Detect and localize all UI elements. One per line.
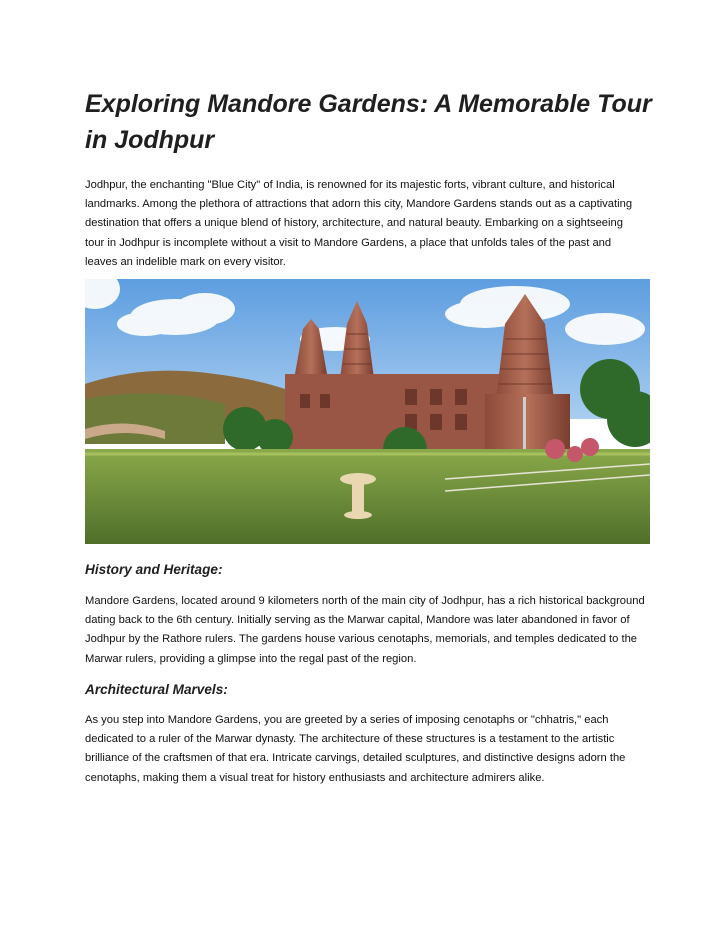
article-title: Exploring Mandore Gardens: A Memorable Tour in Jodhpur: [85, 90, 652, 154]
architecture-paragraph: As you step into Mandore Gardens, you are greeted by a series of imposing cenotaphs or "chhatris," each dedicated to a ruler of the Marwar dynasty. The architecture of these structures is a testament to the artistic brilliance of the craftsmen of that era. Intricate carvings, detailed sculptures, and distinctive designs adorn the cenotaphs, making them a visual treat for history enthusiasts and architecture admirers alike.: [85, 714, 626, 784]
section-heading-history: History and Heritage:: [85, 562, 223, 577]
section-heading-architecture: Architectural Marvels:: [85, 682, 228, 697]
intro-paragraph: Jodhpur, the enchanting "Blue City" of India, is renowned for its majestic forts, vibrant culture, and historical landmarks. Among the plethora of attractions that adorn this city, Mandore Gardens stands out as a captivating destination that offers a unique blend of history, architecture, and natural beauty. Embarking on a sightseeing tour in Jodhpur is incomplete without a visit to Mandore Gardens, a place that unfolds tales of the past and leaves an indelible mark on every visitor.: [85, 179, 633, 268]
history-paragraph: Mandore Gardens, located around 9 kilometers north of the main city of Jodhpur, has a rich historical background dating back to the 6th century. Initially serving as the Marwar capital, Mandore was later abandoned in favor of Jodhpur by the Rathore rulers. The gardens house various cenotaphs, memorials, and temples dedicated to the Marwar rulers, providing a glimpse into the regal past of the region.: [85, 595, 645, 665]
mandore-gardens-photo: [85, 279, 650, 544]
